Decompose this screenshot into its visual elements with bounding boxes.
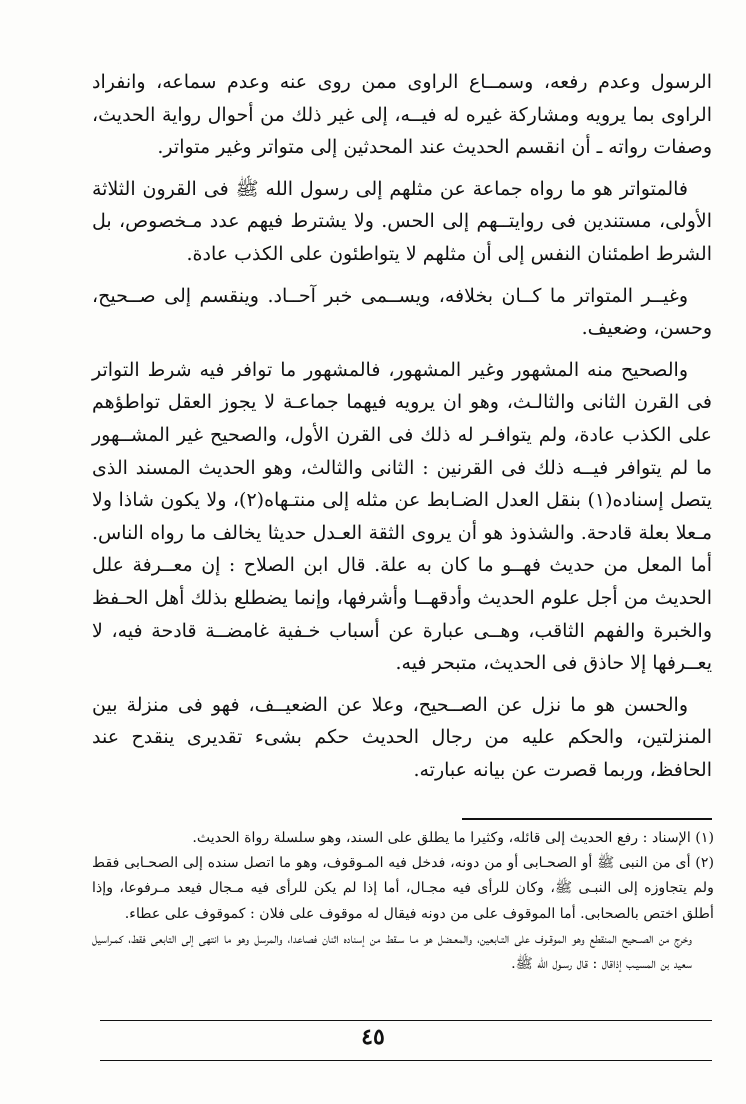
paragraph-1: الرسول وعدم رفعه، وسمــاع الراوى ممن روى عنه وعدم سماعه، وانفراد الراوى بما يرويه ومشاركة غيره له فيــه، إلى غير ذلك من أحوال رواية الحديث، وصفات رواته ـ أن انقسم الحديث عند المحدثين إلى متواتر وغير متواتر. (92, 71, 712, 159)
paragraph-5: والحسن هو ما نزل عن الصــحيح، وعلا عن الضعيــف، فهو فى منزلة بين المنزلتين، والحكم عليه من رجال الحديث حكم بشىء تقديرى ينقدح عند الحافظ، وربما قصرت عن بيانه عبارته. (92, 693, 712, 781)
footnote-2: (٢) أى من النبى ﷺ أو الصحـابى أو من دونه، فدخل فيه المـوقوف، وهو ما اتصل سنده إلى الصحـابى فقط ولم يتجاوزه إلى النبـى ﷺ، وكان للرأى فيه مجـال، أما إذا لم يكن للرأى فيه مـجال فيعد مـرفوعا، وإذا أطلق اختص بالصحابى. أما الموقوف على من دونه فيقال له موقوف على فلان : كموقوف على عطاء. (92, 855, 714, 922)
page-number-rule-bottom (100, 1060, 712, 1061)
paragraph-3: وغيــر المتواتر ما كــان بخلافه، ويســمى خبر آحــاد. وينقسم إلى صــحيح، وحسن، وضعيف. (92, 284, 712, 340)
page-number-rule-top (100, 1020, 712, 1021)
footnotes (92, 826, 714, 977)
footnote-1: (١) الإسناد : رفع الحديث إلى قائله، وكثيرا ما يطلق على السند، وهو سلسلة رواة الحديث. (192, 830, 714, 846)
page-number: ٤٥ (361, 1024, 385, 1050)
paragraph-2: فالمتواتر هو ما رواه جماعة عن مثلهم إلى رسول الله ﷺ فى القرون الثلاثة الأولى، مستندين فى روايتــهم إلى الحس. ولا يشترط فيهم عدد مـخصوص، بل الشرط اطمئنان النفس إلى أن مثلهم لا يتواطئون على الكذب عادة. (92, 177, 712, 265)
footnote-2-continuation: وخرج من الصــحيح المنقطع وهو الموقـوف على التـابعين، والمعـضل هو مـا سـقط من إسناده اثنان فصاعدا، والمرسل وهو ما انتهى إلى التابعى فقط، كمـراسيل سعيد بن المسيـب إذاقال : قال رسـول الله ﷺ. (92, 930, 692, 973)
footnote-separator (462, 818, 712, 820)
main-text (92, 66, 712, 795)
paragraph-4: والصحيح منه المشهور وغير المشهور، فالمشهور ما توافر فيه شرط التواتر فى القرن الثانى والثالـث، وهو ان يرويه فيهما جماعـة لا يجوز العقل تواطؤهم على الكذب عادة، ولم يتوافـر له ذلك فى القرن الأول، والصحيح غير المشــهور ما لم يتوافر فيــه ذلك فى القرنين : الثانى والثالث، وهو الحديث المسند الذى يتصل إسناده(١) بنقل العدل الضـابط عن مثله إلى منتـهاه(٢)، ولا يكون شاذا ولا مـعلا بعلة قادحة. والشذوذ هو أن يروى الثقة العـدل حديثا يخالف ما رواه الناس. أما المعل من حديث فهــو ما كان به علة. قال ابن الصلاح : إن معــرفة علل الحديث من أجل علوم الحديث وأدقهــا وأشرفها، وإنما يضطلع بذلك أهل الحـفظ والخبرة والفهم الثاقب، وهــى عبارة عن أسباب خـفية غامضــة قادحة فيه، لا يعــرفها إلا حاذق فى الحديث، متبحر فيه. (92, 358, 712, 675)
